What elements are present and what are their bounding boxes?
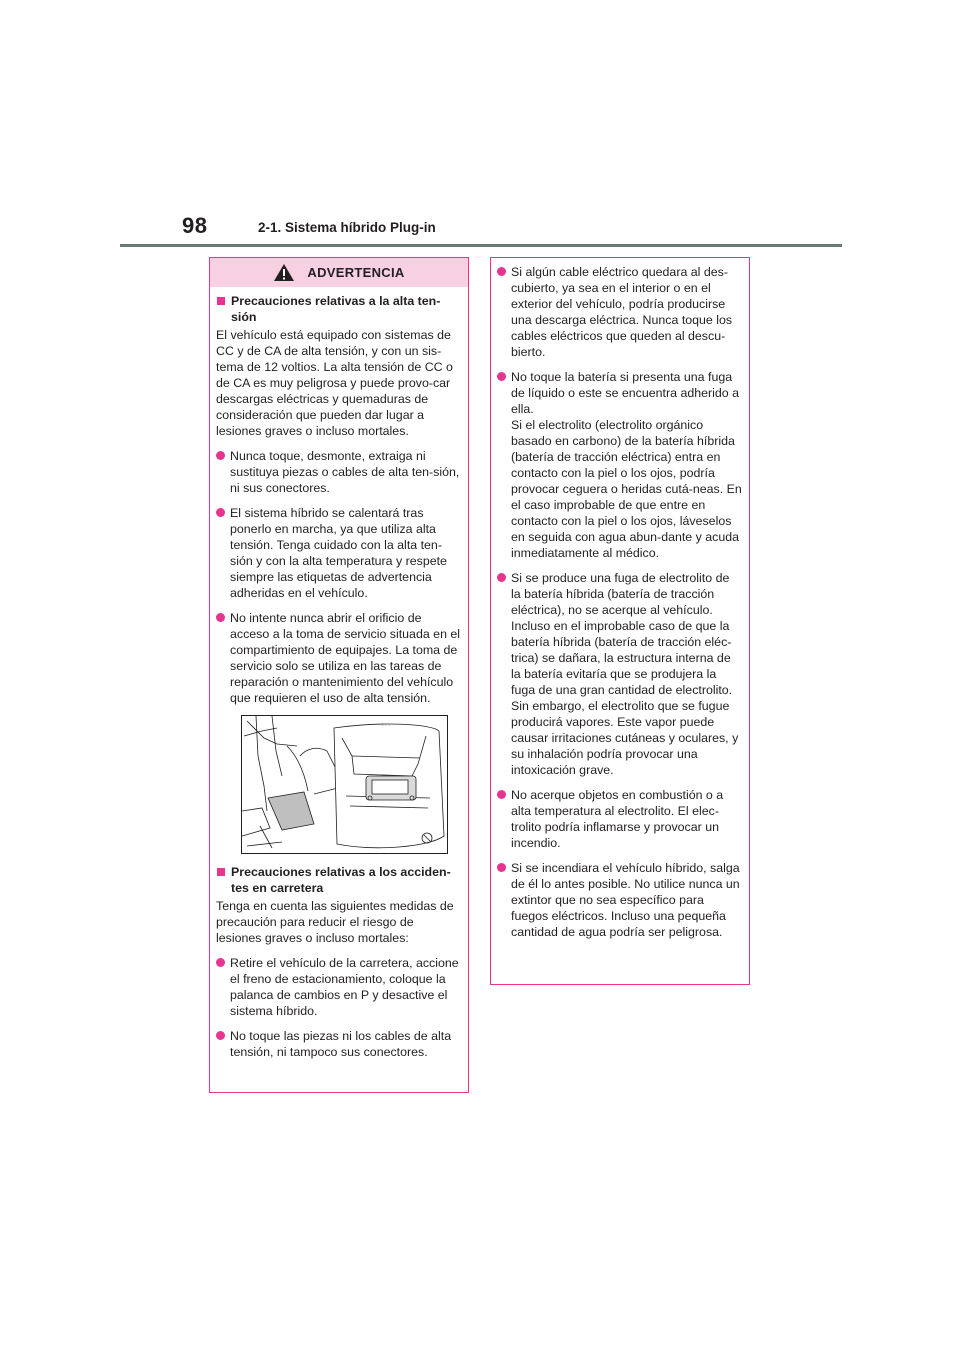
- list-item: [216, 505, 461, 601]
- dot-bullet-icon: [216, 1031, 225, 1040]
- list-item: [216, 1028, 461, 1060]
- dot-bullet-icon: [497, 372, 506, 381]
- list-item: [497, 369, 742, 561]
- paragraph: Tenga en cuenta las siguientes medidas de precaución para reducir el riesgo de lesiones graves o incluso mortales:: [216, 899, 454, 945]
- warning-content-left: [210, 287, 468, 1060]
- header-rule: [120, 244, 842, 247]
- square-bullet-icon: [217, 297, 225, 305]
- page-number: 98: [182, 213, 208, 238]
- heading-road-accidents: [216, 864, 461, 896]
- list-item: [497, 860, 742, 940]
- list-item: [497, 570, 742, 778]
- dot-bullet-icon: [216, 508, 225, 517]
- list-item: [216, 955, 461, 1019]
- dot-bullet-icon: [497, 573, 506, 582]
- list-item-text: No acerque objetos en combustión o a alta temperatura al electrolito. El elec-trolito podría inflamarse y provocar un incendio.: [511, 788, 724, 850]
- list-item-text: No toque la batería si presenta una fuga de líquido o este se encuentra adherido a ella. Si el electrolito (electrolito orgánico basado en carbono) de la batería híbrida (batería de tracción eléctrica) entra en contacto con la piel o los ojos, podría provocar ceguera o heridas cutá-neas. En el caso improbable de que entre en contacto con la piel o los ojos, láveselos en seguida con agua abun-dante y acuda inmediatamente al médico.: [511, 370, 742, 560]
- list-item-text: Nunca toque, desmonte, extraiga ni sustituya piezas o cables de alta ten-sión, ni sus conectores.: [230, 449, 460, 495]
- square-bullet-icon: [217, 868, 225, 876]
- heading-text: Precauciones relativas a la alta ten-sión: [231, 294, 441, 324]
- list-item-text: Retire el vehículo de la carretera, accione el freno de estacionamiento, coloque la palanca de cambios en P y desactive el sistema híbrido.: [230, 956, 459, 1018]
- dot-bullet-icon: [497, 863, 506, 872]
- list-item: [497, 264, 742, 360]
- list-item: [216, 448, 461, 496]
- section-title: 2-1. Sistema híbrido Plug-in: [258, 220, 436, 235]
- dot-bullet-icon: [216, 613, 225, 622]
- list-item-text: No toque las piezas ni los cables de alta tensión, ni tampoco sus conectores.: [230, 1029, 452, 1059]
- dot-bullet-icon: [497, 790, 506, 799]
- warning-box-left: [209, 257, 469, 1093]
- warning-header: [210, 258, 468, 287]
- list-item-text: El sistema híbrido se calentará tras ponerlo en marcha, ya que utiliza alta tensión. Tenga cuidado con la alta ten-sión y con la alta temperatura y respete siempre las etiquetas de advertencia adheridas en el vehículo.: [230, 506, 447, 600]
- dot-bullet-icon: [216, 451, 225, 460]
- service-plug-illustration: [241, 715, 448, 854]
- paragraph: El vehículo está equipado con sistemas de CC y de CA de alta tensión, y con un sis-tema de 12 voltios. La alta tensión de CC o de CA es muy peligrosa y puede provo-car descargas eléctricas y quemaduras de consideración que pueden dar lugar a lesiones graves o incluso mortales.: [216, 328, 453, 438]
- dot-bullet-icon: [497, 267, 506, 276]
- list-item: [497, 787, 742, 851]
- list-item-text: Si se incendiara el vehículo híbrido, salga de él lo antes posible. No utilice nunca un extintor que no sea específico para fuegos eléctricos. Incluso una pequeña cantidad de agua podría ser peligrosa.: [511, 861, 740, 939]
- list-item-text: No intente nunca abrir el orificio de acceso a la toma de servicio situada en el compartimiento de equipajes. La toma de servicio solo se utiliza en las tareas de reparación o mantenimiento del vehículo que requieren el uso de alta tensión.: [230, 611, 461, 705]
- list-item-text: Si se produce una fuga de electrolito de la batería híbrida (batería de tracción eléctrica), no se acerque al vehículo. Incluso en el improbable caso de que la batería híbrida (batería de tracción eléc-trica) se dañara, la estructura interna de la batería evitaría que se produjera la fuga de una gran cantidad de electrolito. Sin embargo, el electrolito que se fugue producirá vapores. Este vapor puede causar irritaciones cutáneas y oculares, y su inhalación podría provocar una intoxicación grave.: [511, 571, 739, 777]
- warning-title: ADVERTENCIA: [307, 265, 405, 280]
- svg-text:. . .: . . .: [382, 722, 390, 728]
- dot-bullet-icon: [216, 958, 225, 967]
- list-item: [216, 610, 461, 706]
- warning-content-right: [491, 258, 749, 940]
- heading-text: Precauciones relativas a los acciden-tes en carretera: [231, 865, 451, 895]
- list-item-text: Si algún cable eléctrico quedara al des-cubierto, ya sea en el interior o en el exterior del vehículo, podría producirse una descarga eléctrica. Nunca toque los cables eléctricos que queden al descu-bierto.: [511, 265, 733, 359]
- warning-triangle-icon: [273, 263, 295, 282]
- heading-high-voltage: [216, 293, 461, 325]
- warning-box-right: [490, 257, 750, 985]
